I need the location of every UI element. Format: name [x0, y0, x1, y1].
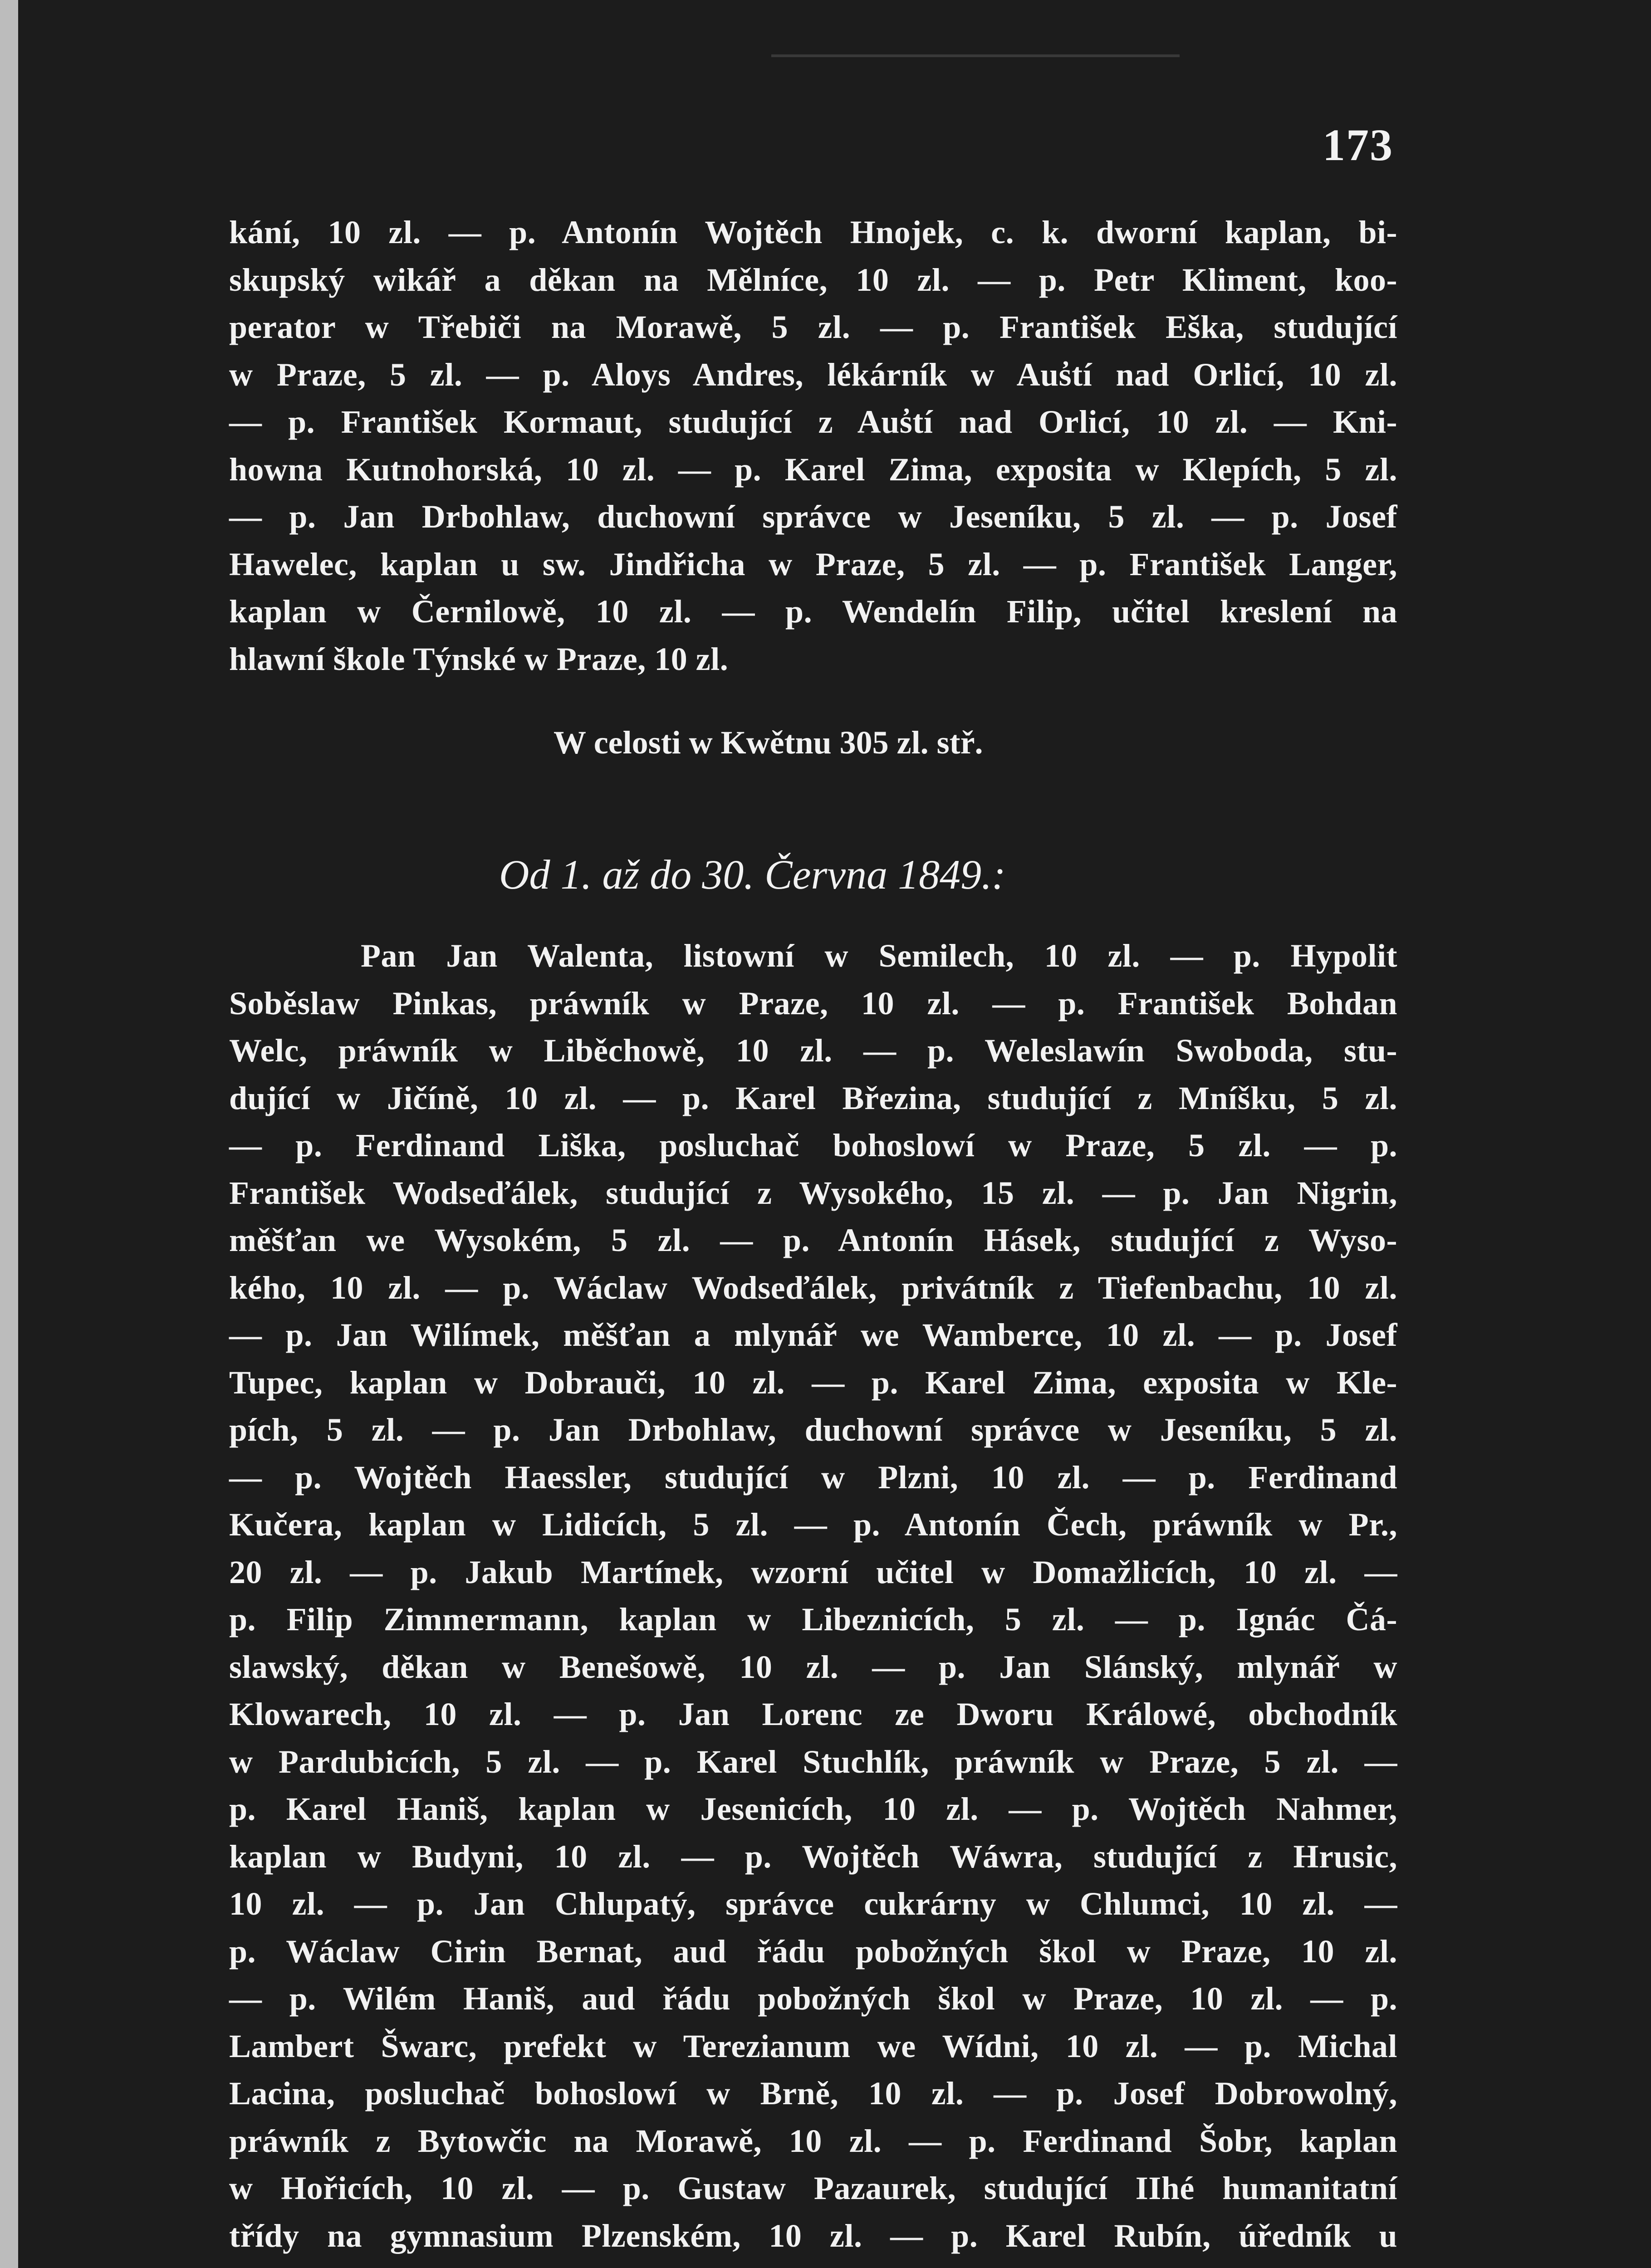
text-line: 10 zl. — p. Jan Chlupatý, správce cukrárny w Chlumci, 10 zl. — — [229, 1886, 1397, 1922]
text-line: Lacina, posluchač bohoslowí w Brně, 10 zl. — p. Josef Dobrowolný, — [229, 2075, 1397, 2112]
text-line: — p. Wojtěch Haessler, studující w Plzni, 10 zl. — p. Ferdinand — [229, 1459, 1397, 1496]
text-line: pích, 5 zl. — p. Jan Drbohlaw, duchowní správce w Jeseníku, 5 zl. — [229, 1412, 1397, 1448]
text-line: Lambert Šwarc, prefekt w Terezianum we Wídni, 10 zl. — p. Michal — [229, 2028, 1397, 2064]
text-line: práwník z Bytowčic na Morawě, 10 zl. — p. Ferdinand Šobr, kaplan — [229, 2122, 1397, 2159]
text-line: perator w Třebiči na Morawě, 5 zl. — p. František Eška, studující — [229, 309, 1397, 345]
text-line: Pan Jan Walenta, listowní w Semilech, 10 zl. — p. Hypolit — [361, 938, 1397, 974]
text-line: — p. Wilém Haniš, aud řádu pobožných škol w Praze, 10 zl. — p. — [229, 1980, 1397, 2017]
text-line: kého, 10 zl. — p. Wáclaw Wodseďálek, privátník z Tiefenbachu, 10 zl. — [229, 1269, 1397, 1306]
text-line: Klowarech, 10 zl. — p. Jan Lorenc ze Dworu Králowé, obchodník — [229, 1696, 1397, 1732]
donor-list-june — [229, 932, 1397, 2259]
text-line: — p. Jan Drbohlaw, duchowní správce w Jeseníku, 5 zl. — p. Josef — [229, 499, 1397, 535]
text-line: 20 zl. — p. Jakub Martínek, wzorní učitel w Domažlicích, 10 zl. — — [229, 1554, 1397, 1590]
text-line: skupský wikář a děkan na Mělníce, 10 zl. — p. Petr Kliment, koo- — [229, 261, 1397, 298]
text-line: — p. František Kormaut, studující z Aus̓tí nad Orlicí, 10 zl. — Kni- — [229, 404, 1397, 440]
text-line: kání, 10 zl. — p. Antonín Wojtěch Hnojek, c. k. dworní kaplan, bi- — [229, 214, 1397, 250]
monthly-total: W celosti w Kwětnu 305 zl. stř. — [554, 724, 983, 761]
text-line: p. Karel Haniš, kaplan w Jesenicích, 10 zl. — p. Wojtěch Nahmer, — [229, 1791, 1397, 1827]
text-line: — p. Jan Wilímek, měšťan a mlynář we Wamberce, 10 zl. — p. Josef — [229, 1317, 1397, 1353]
text-line: howna Kutnohorská, 10 zl. — p. Karel Zima, exposita w Klepích, 5 zl. — [229, 451, 1397, 488]
text-line: p. Wáclaw Cirin Bernat, aud řádu pobožných škol w Praze, 10 zl. — [229, 1933, 1397, 1970]
page-number: 173 — [1323, 120, 1393, 170]
text-line: kaplan w Budyni, 10 zl. — p. Wojtěch Wáwra, studující z Hrusic, — [229, 1838, 1397, 1875]
text-line: p. Filip Zimmermann, kaplan w Libeznicích, 5 zl. — p. Ignác Čá- — [229, 1601, 1397, 1637]
text-line: Soběslaw Pinkas, práwník w Praze, 10 zl. — p. František Bohdan — [229, 985, 1397, 1022]
text-line: měšťan we Wysokém, 5 zl. — p. Antonín Hásek, studující z Wyso- — [229, 1222, 1397, 1258]
text-line: slawský, děkan w Benešowě, 10 zl. — p. Jan Slánský, mlynář w — [229, 1648, 1397, 1685]
text-line: třídy na gymnasium Plzenském, 10 zl. — p. Karel Rubín, úředník u — [229, 2217, 1397, 2254]
text-line: hlawní škole Týnské w Praze, 10 zl. — [229, 640, 729, 677]
text-line: w Hořicích, 10 zl. — p. Gustaw Pazaurek, studující IIhé humanitatní — [229, 2170, 1397, 2206]
text-line: — p. Ferdinand Liška, posluchač bohoslowí w Praze, 5 zl. — p. — [229, 1127, 1397, 1163]
donor-list-may — [229, 209, 1397, 683]
text-line: František Wodseďálek, studující z Wysokého, 15 zl. — p. Jan Nigrin, — [229, 1174, 1397, 1211]
text-line: Hawelec, kaplan u sw. Jindřicha w Praze, 5 zl. — p. František Langer, — [229, 546, 1397, 582]
text-line: w Pardubicích, 5 zl. — p. Karel Stuchlík, práwník w Praze, 5 zl. — — [229, 1743, 1397, 1780]
page-edge — [0, 0, 18, 2268]
text-line: Welc, práwník w Liběchowě, 10 zl. — p. Weleslawín Swoboda, stu- — [229, 1032, 1397, 1069]
text-line: Tupec, kaplan w Dobrauči, 10 zl. — p. Karel Zima, exposita w Kle- — [229, 1364, 1397, 1401]
text-line: Kučera, kaplan w Lidicích, 5 zl. — p. Antonín Čech, práwník w Pr., — [229, 1506, 1397, 1543]
text-line: w Praze, 5 zl. — p. Aloys Andres, lékárník w Aus̓tí nad Orlicí, 10 zl. — [229, 356, 1397, 393]
scan-artifact — [771, 0, 1180, 57]
section-heading: Od 1. až do 30. Června 1849.: — [499, 851, 1006, 898]
text-line: kaplan w Černilowě, 10 zl. — p. Wendelín Filip, učitel kreslení na — [229, 593, 1397, 630]
text-line: dující w Jičíně, 10 zl. — p. Karel Březina, studující z Mníšku, 5 zl. — [229, 1080, 1397, 1116]
